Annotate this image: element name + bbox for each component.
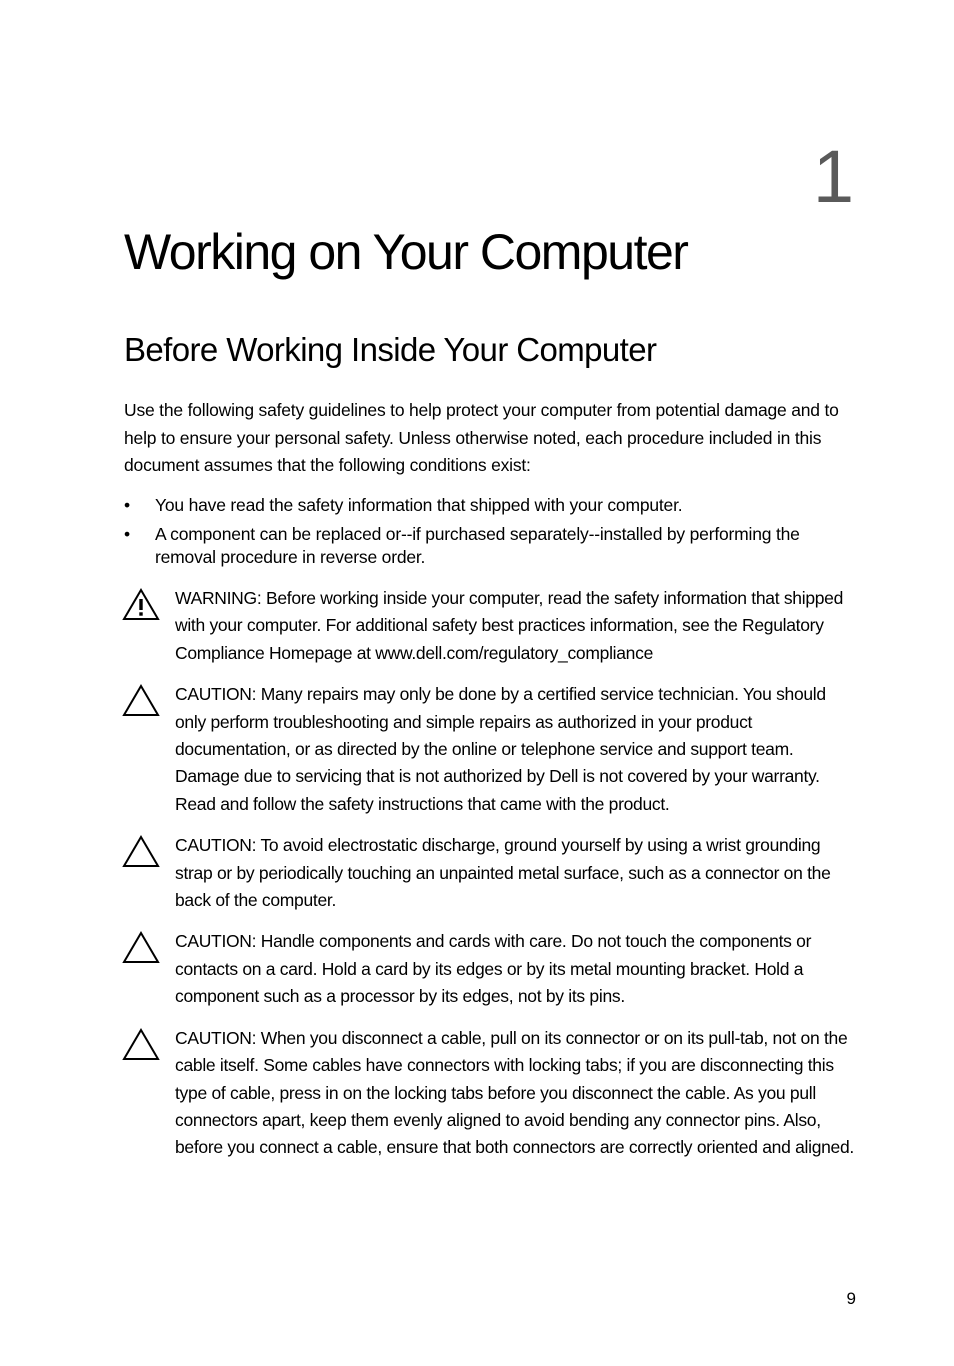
notice-text: CAUTION: To avoid electrostatic discharge, ground yourself by using a wrist grounding strap or by periodically touching an unpainted metal surface, such as a connector on the back of the computer. <box>175 835 831 911</box>
chapter-title: Working on Your Computer <box>124 224 688 280</box>
caution-icon <box>122 835 160 868</box>
caution-icon <box>122 1028 160 1061</box>
notice-text: CAUTION: Many repairs may only be done by a certified service technician. You should only perform troubleshooting and simple repairs as authorized in your product documentation, or as directed by the online or telephone service and support team. Damage due to servicing that is not authorized by Dell is not covered by your warranty. Read and follow the safety instructions that came with the product. <box>175 684 826 814</box>
caution-notice <box>122 681 860 818</box>
list-item <box>124 494 859 517</box>
notice-text: CAUTION: When you disconnect a cable, pull on its connector or on its pull-tab, not on the cable itself. Some cables have connectors with locking tabs; if you are disconnecting this type of cable, press in on the locking tabs before you disconnect the cable. As you pull connectors apart, keep them evenly aligned to avoid bending any connector pins. Also, before you connect a cable, ensure that both connectors are correctly oriented and aligned. <box>175 1027 854 1158</box>
bullet-icon: • <box>124 524 130 544</box>
intro-paragraph: Use the following safety guidelines to help protect your computer from potential damage and to help to ensure your personal safety. Unless otherwise noted, each procedure included in this document assumes that the following conditions exist: <box>124 400 839 475</box>
caution-notice <box>122 832 860 914</box>
chapter-number: 1 <box>812 135 854 218</box>
conditions-list <box>124 494 859 575</box>
caution-notice <box>122 928 860 1010</box>
bullet-icon: • <box>124 495 130 515</box>
list-item <box>124 523 859 569</box>
list-item-text: You have read the safety information that shipped with your computer. <box>155 495 683 515</box>
section-title: Before Working Inside Your Computer <box>124 331 657 368</box>
list-item-text: A component can be replaced or--if purchased separately--installed by performing the removal procedure in reverse order. <box>155 524 800 567</box>
notice-text: CAUTION: Handle components and cards with care. Do not touch the components or contacts on a card. Hold a card by its edges or by its metal mounting bracket. Hold a component such as a processor by its edges, not by its pins. <box>175 931 812 1007</box>
notice-text: WARNING: Before working inside your computer, read the safety information that shipped with your computer. For additional safety best practices information, see the Regulatory Compliance Homepage at www.dell.com/regulatory_compliance <box>175 588 844 663</box>
caution-notice <box>122 1025 860 1162</box>
warning-icon <box>122 588 160 621</box>
page-number: 9 <box>846 1289 856 1308</box>
warning-notice <box>122 585 860 667</box>
notices <box>122 585 860 1176</box>
caution-icon <box>122 931 160 964</box>
caution-icon <box>122 684 160 717</box>
